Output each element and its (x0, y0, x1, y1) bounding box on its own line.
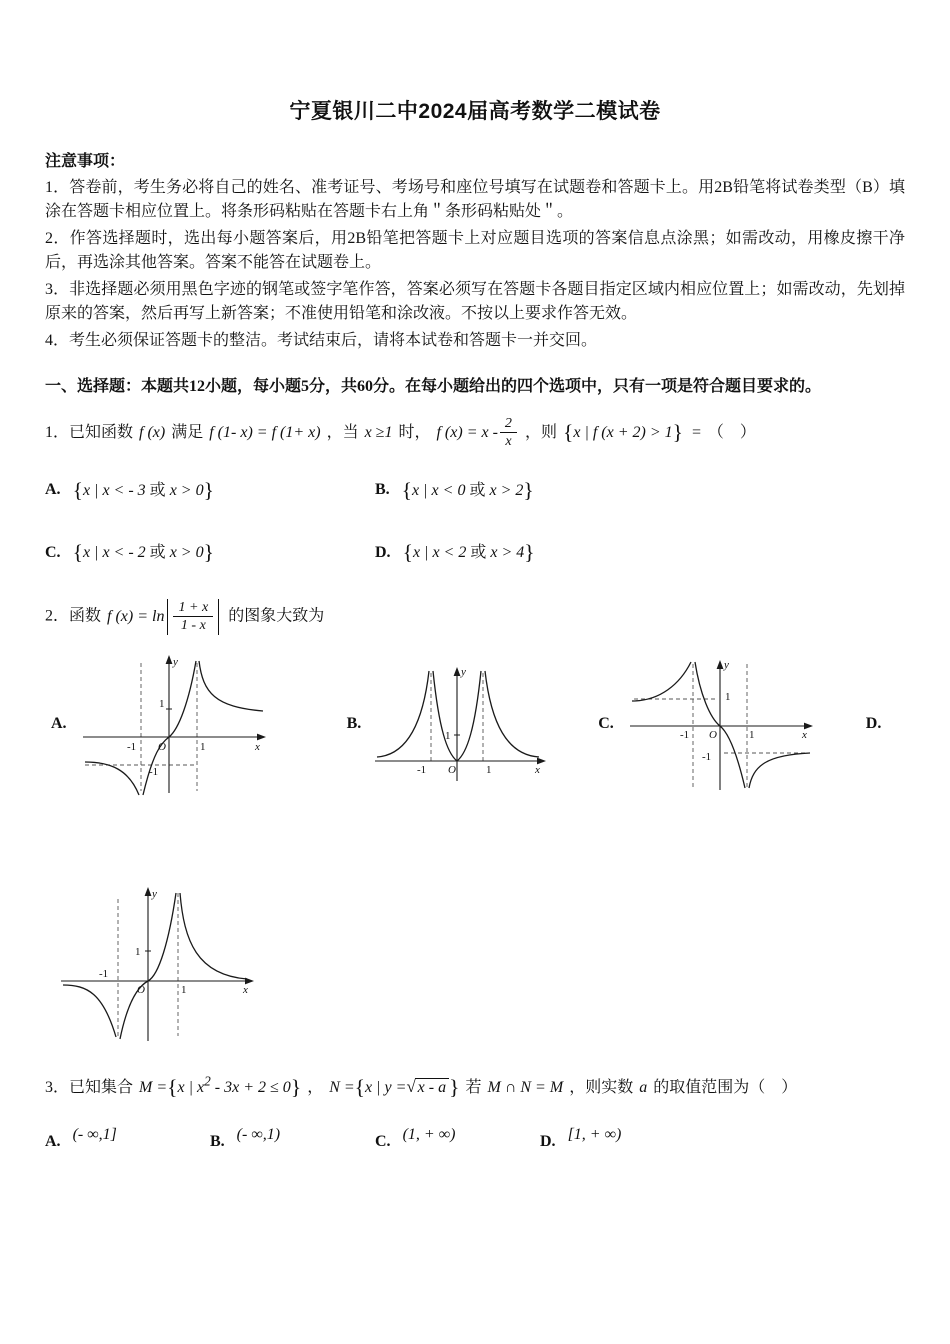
q3-option-a-value: (- ∞,1] (72, 1126, 117, 1144)
q1-option-d-part1: x | x < 2 (412, 544, 467, 562)
graph-b-labels (417, 666, 540, 776)
graph-a-axes (83, 655, 266, 793)
q1-option-b (375, 474, 905, 506)
q3-option-a (45, 1126, 210, 1154)
origin-label: O (157, 740, 166, 753)
graph-d-labels (99, 888, 248, 996)
right-brace: } (524, 540, 535, 565)
q2-fraction-numerator: 1 + x (173, 600, 213, 618)
q3-option-d (540, 1126, 705, 1154)
q3-option-c-label: C. (375, 1133, 391, 1151)
q3-set-m-formula (137, 1073, 303, 1099)
q3-option-d-value: [1, + ∞) (567, 1126, 622, 1144)
q2-fraction-denominator: 1 - x (180, 617, 206, 634)
left-brace: { (167, 1074, 178, 1099)
q2-graph-d (53, 881, 263, 1046)
q1-option-c (45, 536, 375, 568)
right-brace: } (449, 1074, 460, 1099)
q1-option-d (375, 536, 905, 568)
x-axis-label: x (801, 728, 807, 741)
q1-fraction-numerator: 2 (500, 416, 517, 434)
q2-graph-row (45, 649, 905, 799)
q1-option-b-or: 或 (469, 482, 486, 500)
q1-symmetry-formula: f (1- x) = f (1+ x) (209, 423, 321, 441)
q1-text-4: ，则 (524, 423, 557, 441)
graph-b-curves (377, 671, 539, 761)
q3-option-b (210, 1126, 375, 1154)
graph-b-axes (375, 667, 546, 781)
neg-one-y-label: -1 (701, 750, 711, 763)
radical-sign: √ (406, 1076, 416, 1096)
q1-fdef-formula (434, 414, 520, 450)
q2-option-d-label: D. (865, 714, 882, 732)
y-axis-label: y (723, 658, 729, 671)
one-y-label: 1 (724, 690, 731, 703)
q3-sqrt (406, 1076, 449, 1096)
page-title: 宁夏银川二中2024届高考数学二模试卷 (289, 100, 661, 123)
left-brace: { (72, 478, 83, 503)
q3-option-c-value: (1, + ∞) (402, 1126, 456, 1144)
q1-option-d-label: D. (375, 543, 391, 561)
q2-graph-b (367, 661, 552, 786)
q1-stem (45, 415, 905, 451)
q1-option-d-part2: x > 4 (490, 544, 525, 562)
q2-option-c-label: C. (598, 714, 614, 732)
q1-text-2: ，当 (326, 423, 359, 441)
q2-function-formula (105, 598, 224, 634)
neg-one-x-label: -1 (679, 728, 689, 741)
q1-option-a (45, 474, 375, 506)
note-item-1: 1．答卷前，考生务必将自己的姓名、准考证号、考场号和座位号填写在试题卷和答题卡上。用2B铅笔将试卷类型（B）填涂在答题卡相应位置上。将条形码粘贴在答题卡右上角＂条形码粘贴处＂。 (45, 178, 905, 220)
origin-label: O (448, 764, 457, 777)
left-brace: { (562, 419, 574, 444)
abs-bar-right (218, 599, 219, 635)
q1-options (45, 474, 905, 569)
graph-a-guides (85, 663, 197, 791)
q1-option-c-or: 或 (149, 544, 166, 562)
q2-tail-text: 的图象大致为 (228, 607, 325, 625)
q1-answer-blank: （ ） (707, 423, 756, 441)
q2-option-b-label: B. (346, 714, 362, 732)
q1-lead-text: 1．已知函数 (45, 423, 134, 441)
right-brace: } (290, 1074, 302, 1099)
q3-text-3: ，则实数 (569, 1078, 634, 1096)
q2-lead-text: 2．函数 (45, 607, 102, 625)
graph-d-axes (61, 887, 254, 1041)
y-axis-label: y (152, 887, 157, 900)
notes-heading: 注意事项： (45, 152, 126, 170)
graph-a-curves (85, 661, 263, 795)
q1-option-d-or: 或 (470, 544, 487, 562)
x-axis-label: x (243, 983, 248, 996)
q2-graph-c (620, 654, 820, 794)
q3-n-part1: x | y = (365, 1078, 407, 1096)
left-brace: { (402, 540, 413, 565)
q3-option-b-label: B. (210, 1133, 225, 1151)
q2-graph-d-wrap (53, 881, 905, 1054)
q3-m-exponent: 2 (204, 1073, 211, 1089)
one-x-label: 1 (181, 983, 187, 996)
one-y-label: 1 (135, 945, 141, 958)
neg-one-x-label: -1 (417, 764, 427, 777)
q1-option-d-value (401, 536, 537, 568)
one-x-label: 1 (748, 728, 755, 741)
q1-option-a-part1: x | x < - 3 (82, 482, 146, 500)
question-3 (45, 1070, 905, 1155)
q2-graph-a (73, 649, 273, 799)
q1-option-c-label: C. (45, 543, 61, 561)
neg-one-x-label: -1 (126, 740, 136, 753)
graph-d-curves (63, 893, 247, 1039)
note-item-4: 4．考生必须保证答题卡的整洁。考试结束后，请将本试卷和答题卡一并交回。 (45, 331, 598, 349)
graph-c-axes (630, 660, 813, 790)
q2-option-a-label: A. (51, 714, 67, 732)
note-item-3: 3．非选择题必须用黑色字迹的钢笔或签字笔作答，答案必须写在答题卡各题目指定区域内相应位置上；如需改动，先划掉原来的答案，然后再写上新答案；不准使用铅笔和涂改液。不按以上要求作答无效。 (45, 280, 905, 322)
q1-option-c-part1: x | x < - 2 (82, 544, 146, 562)
q1-fraction (500, 416, 517, 451)
q1-option-b-label: B. (375, 481, 390, 499)
q3-m-part1: x | x (177, 1078, 205, 1096)
q1-condition-formula: x ≥1 (364, 423, 393, 441)
q1-fraction-denominator: x (505, 433, 512, 450)
q3-option-a-label: A. (45, 1133, 61, 1151)
q3-sqrt-argument: x - a (415, 1078, 449, 1096)
q3-m-part2: - 3x + 2 ≤ 0 (210, 1078, 291, 1096)
q3-option-c (375, 1126, 540, 1154)
q1-option-a-or: 或 (149, 482, 166, 500)
q1-text-3: 时， (398, 423, 431, 441)
right-brace: } (672, 419, 684, 444)
neg-one-y-label: -1 (148, 765, 158, 778)
graph-c-labels (680, 659, 807, 763)
q1-equals: = (691, 423, 702, 441)
q3-text-1: ， (307, 1078, 324, 1096)
left-brace: { (401, 478, 413, 503)
q3-variable-a: a (639, 1078, 648, 1096)
q1-option-a-value (71, 474, 216, 506)
notes-section (45, 150, 905, 353)
q3-lead-text: 3．已知集合 (45, 1078, 134, 1096)
note-item-2: 2．作答选择题时，选出每小题答案后，用2B铅笔把答题卡上对应题目选项的答案信息点涂黑；如需改动，用橡皮擦干净后，再选涂其他答案。答案不能答在试题卷上。 (45, 229, 905, 271)
one-y-label: 1 (445, 730, 451, 743)
q3-option-d-label: D. (540, 1133, 556, 1151)
x-axis-label: x (254, 740, 260, 753)
question-1 (45, 415, 905, 569)
x-axis-label: x (535, 764, 541, 777)
q1-fx-formula: f (x) (139, 423, 166, 441)
q1-option-c-value (71, 536, 216, 568)
one-x-label: 1 (199, 740, 206, 753)
y-axis-label: y (172, 655, 178, 668)
q3-n-eq: N = (329, 1078, 355, 1096)
neg-one-x-label: -1 (99, 967, 109, 980)
right-brace: } (523, 478, 534, 503)
q2-f-pre: f (x) = ln (107, 607, 165, 625)
q1-fdef-pre: f (x) = x - (436, 423, 498, 441)
q1-option-a-part2: x > 0 (169, 482, 204, 500)
abs-bar-left (167, 599, 168, 635)
q3-stem (45, 1070, 905, 1105)
q3-text-2: 若 (465, 1078, 482, 1096)
q3-options (45, 1126, 905, 1154)
q1-option-b-value (400, 474, 536, 506)
q3-option-b-value: (- ∞,1) (236, 1126, 281, 1144)
left-brace: { (354, 1074, 366, 1099)
right-brace: } (203, 478, 214, 503)
q3-text-4: 的取值范围为（ ） (653, 1078, 798, 1096)
q3-set-n-formula (327, 1074, 461, 1099)
origin-label: O (137, 983, 145, 996)
q2-fraction (173, 600, 213, 635)
one-y-label: 1 (158, 697, 165, 710)
q1-text-1: 满足 (171, 423, 204, 441)
q1-option-c-part2: x > 0 (169, 544, 204, 562)
q1-set-body: x | f (x + 2) > 1 (573, 423, 673, 441)
question-2 (45, 599, 905, 1054)
q3-m-eq: M = (139, 1078, 168, 1096)
y-axis-label: y (461, 666, 467, 679)
q1-option-a-label: A. (45, 481, 61, 499)
q3-intersection-formula: M ∩ N = M (487, 1078, 564, 1096)
graph-c-curves (632, 662, 810, 788)
q1-option-b-part1: x | x < 0 (412, 482, 466, 500)
one-x-label: 1 (486, 764, 492, 777)
right-brace: } (203, 540, 214, 565)
q1-solution-set (561, 419, 685, 444)
left-brace: { (72, 540, 83, 565)
section-1-heading: 一、选择题：本题共12小题，每小题5分，共60分。在每小题给出的四个选项中，只有一项是符合题目要求的。 (45, 377, 822, 395)
q2-stem (45, 599, 905, 635)
origin-label: O (708, 728, 717, 741)
q1-option-b-part2: x > 2 (489, 482, 524, 500)
